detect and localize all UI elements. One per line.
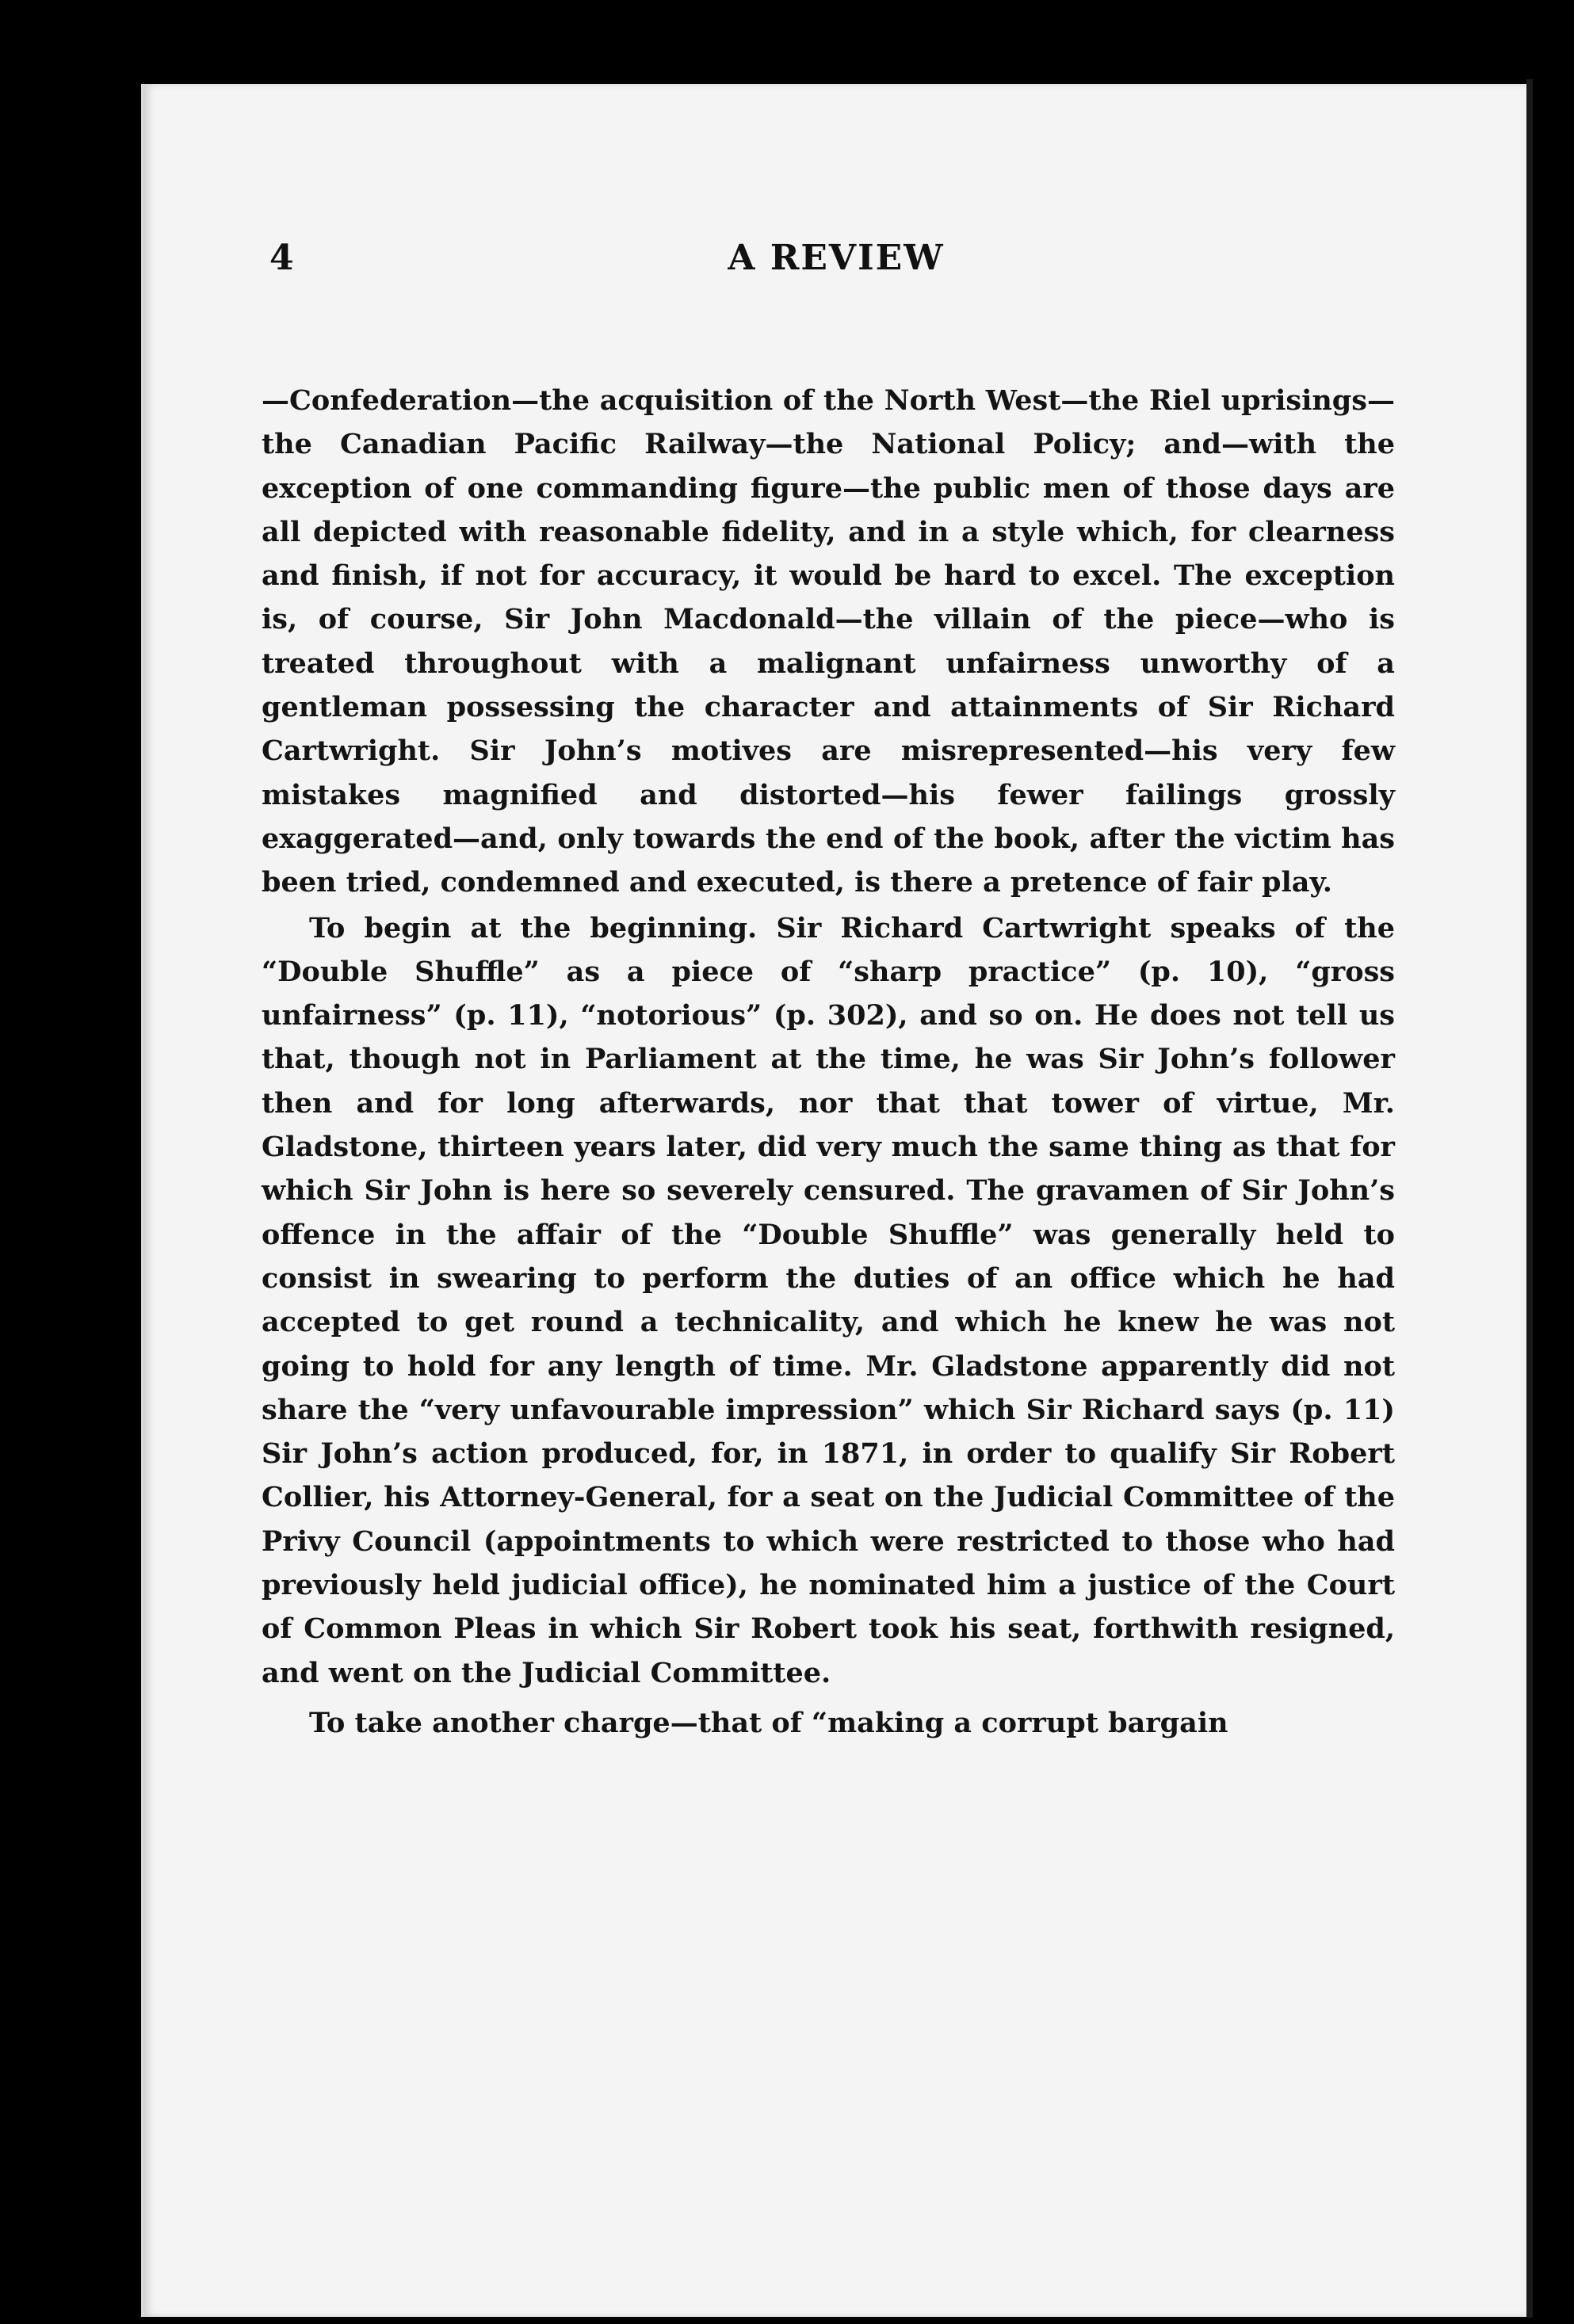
paragraph-3: To take another charge—that of “making a corrupt bargain: [309, 1706, 1228, 1739]
page-header: [269, 230, 1403, 301]
page-body: [262, 379, 1395, 1745]
page-number: 4: [269, 238, 294, 278]
page-edge-shadow: [1526, 79, 1533, 2318]
paragraph-2: To begin at the beginning. Sir Richard Cartwright speaks of the “Double Shuffle” as a piece of “sharp practice” (p. 10), “gross unfairness” (p. 11), “notorious” (p. 302), and so on. He does not tell us that, though not in Parliament at the time, he was Sir John’s follower then and for long afterwards, nor that that tower of virtue, Mr. Gladstone, thirteen years later, did very much the same thing as that for which Sir John is here so severely censured. The gravamen of Sir John’s offence in the affair of the “Double Shuffle” was generally held to consist in swearing to perform the duties of an office which he had accepted to get round a technicality, and which he knew he was not going to hold for any length of time. Mr. Gladstone apparently did not share the “very unfavourable impression” which Sir Richard says (p. 11) Sir John’s action produced, for, in 1871, in order to qualify Sir Robert Collier, his Attorney-General, for a seat on the Judicial Committee of the Privy Council (appointments to which were restricted to those who had previously held judicial office), he nominated him a justice of the Court of Common Pleas in which Sir Robert took his seat, forthwith resigned, and went on the Judicial Committee.: [262, 911, 1395, 1689]
running-head: A REVIEW: [728, 238, 945, 278]
paragraph-1: —Confederation—the acquisition of the North West—the Riel uprisings—the Canadian Pacific Railway—the National Policy; and—with the exception of one commanding figure—the public men of those days are all depicted with reasonable fidelity, and in a style which, for clearness and finish, if not for accuracy, it would be hard to excel. The exception is, of course, Sir John Macdonald—the villain of the piece—who is treated throughout with a malignant unfairness unworthy of a gentleman possessing the character and attainments of Sir Richard Cartwright. Sir John’s motives are misrepresented—his very few mistakes magnified and distorted—his fewer failings grossly exaggerated—and, only towards the end of the book, after the victim has been tried, condemned and executed, is there a pretence of fair play.: [262, 384, 1395, 899]
